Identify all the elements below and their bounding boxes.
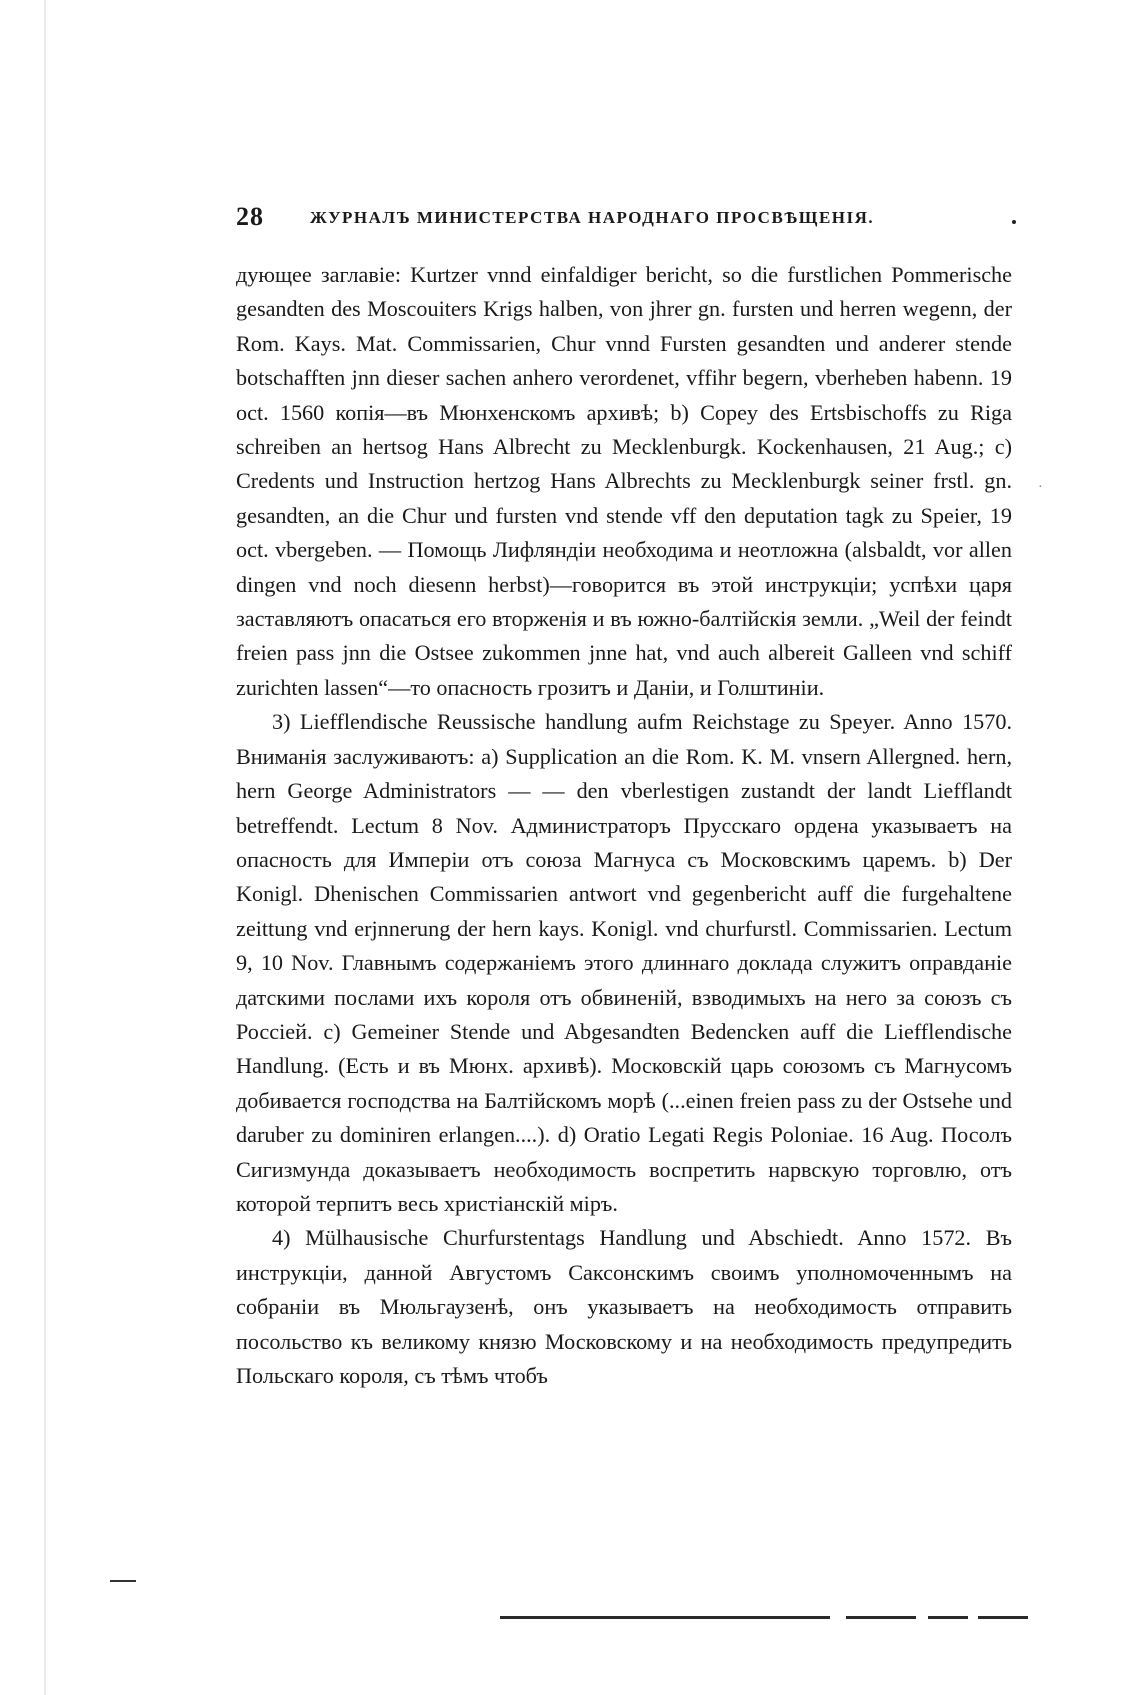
paragraph-item-3: 3) Liefflendische Reussische handlung aufm Reichstage zu Speyer. Anno 1570. Вниманія заслуживаютъ: a) Supplication an die Rom. K. M. vnsern Allergned. hern, hern George Administrators — — den vberlestigen zustandt der landt Liefflandt betreffendt. Lectum 8 Nov. Администраторъ Прусскаго ордена указываетъ на опасность для Имперіи отъ союза Магнуса съ Московскимъ царемъ. b) Der Konigl. Dhenischen Commissarien antwort vnd gegenbericht auff die furgehaltene zeittung vnd erjnnerung der hern kays. Konigl. vnd churfurstl. Commissarien. Lectum 9, 10 Nov. Главнымъ содержаніемъ этого длиннаго доклада служитъ оправданіе датскими послами ихъ короля отъ обвиненій, взводимыхъ на него за союзъ съ Россіей. c) Gemeiner Stende und Abgesandten Bedencken auff die Liefflendische Handlung. (Есть и въ Мюнх. архивѣ). Московскій царь союзомъ съ Магнусомъ добивается господства на Балтійскомъ морѣ (...einen freien pass zu der Ostsehe und daruber zu dominiren erlangen....). d) Oratio Legati Regis Poloniae. 16 Aug. Посолъ Сигизмунда доказываетъ необходимость воспретить нарвскую торговлю, отъ которой терпитъ весь христіанскій міръ. xyxy=(236,709,1012,1216)
rule-segment xyxy=(978,1616,1028,1619)
margin-tick: · xyxy=(1038,480,1043,495)
page-number: 28 xyxy=(236,202,264,231)
paragraph-continuation: дующее заглавіе: Kurtzer vnnd einfaldiger bericht, so die furstlichen Pommerische gesandten des Moscouiters Krigs halben, von jhrer gn. fursten und herren wegenn, der Rom. Kays. Mat. Commissarien, Chur vnnd Fursten gesandten und anderer stende botschafften jnn dieser sachen anhero verordenet, vffihr begern, vberheben habenn. 19 oct. 1560 копія—въ Мюнхенскомъ архивѣ; b) Copey des Ertsbischoffs zu Riga schreiben an hertsog Hans Albrecht zu Mecklenburgk. Kockenhausen, 21 Aug.; c) Credents und Instruction hertzog Hans Albrechts zu Mecklenburgk seiner frstl. gn. gesandten, an die Chur und fursten vnd stende vff den deputation tagk zu Speier, 19 oct. vbergeben. — Помощь Лифляндіи необходима и неотложна (alsbaldt, vor allen dingen vnd noch diesenn herbst)—говорится въ этой инструкціи; успѣхи царя заставляютъ опасаться его вторженія и въ южно-балтійскія земли. „Weil der feindt freien pass jnn die Ostsee zukommen jnne hat, vnd auch albereit Galleen vnd schiff zurichten lassen“—то опасность грозитъ и Даніи, и Голштиніи. xyxy=(236,262,1012,700)
rule-segment xyxy=(500,1616,830,1619)
scan-edge xyxy=(44,0,46,1695)
rule-segment xyxy=(846,1616,916,1619)
rule-segment xyxy=(928,1616,968,1619)
paragraph-item-4: 4) Mülhausische Churfurstentags Handlung und Abschiedt. Anno 1572. Въ инструкціи, данной Августомъ Саксонскимъ своимъ уполномоченнымъ на собраніи въ Мюльгаузенѣ, онъ указываетъ на необходимость отправить посольство къ великому князю Московскому и на необходимость предупредить Польскаго короля, съ тѣмъ чтобъ xyxy=(236,1225,1012,1388)
ink-dot xyxy=(1012,220,1016,224)
bottom-left-dash xyxy=(110,1580,136,1582)
bottom-scan-rule xyxy=(500,1616,1030,1620)
body-text xyxy=(236,258,1012,1393)
running-title: ЖУРНАЛЪ МИНИСТЕРСТВА НАРОДНАГО ПРОСВѢЩЕНІЯ. xyxy=(310,208,875,227)
page-header xyxy=(236,202,1016,242)
